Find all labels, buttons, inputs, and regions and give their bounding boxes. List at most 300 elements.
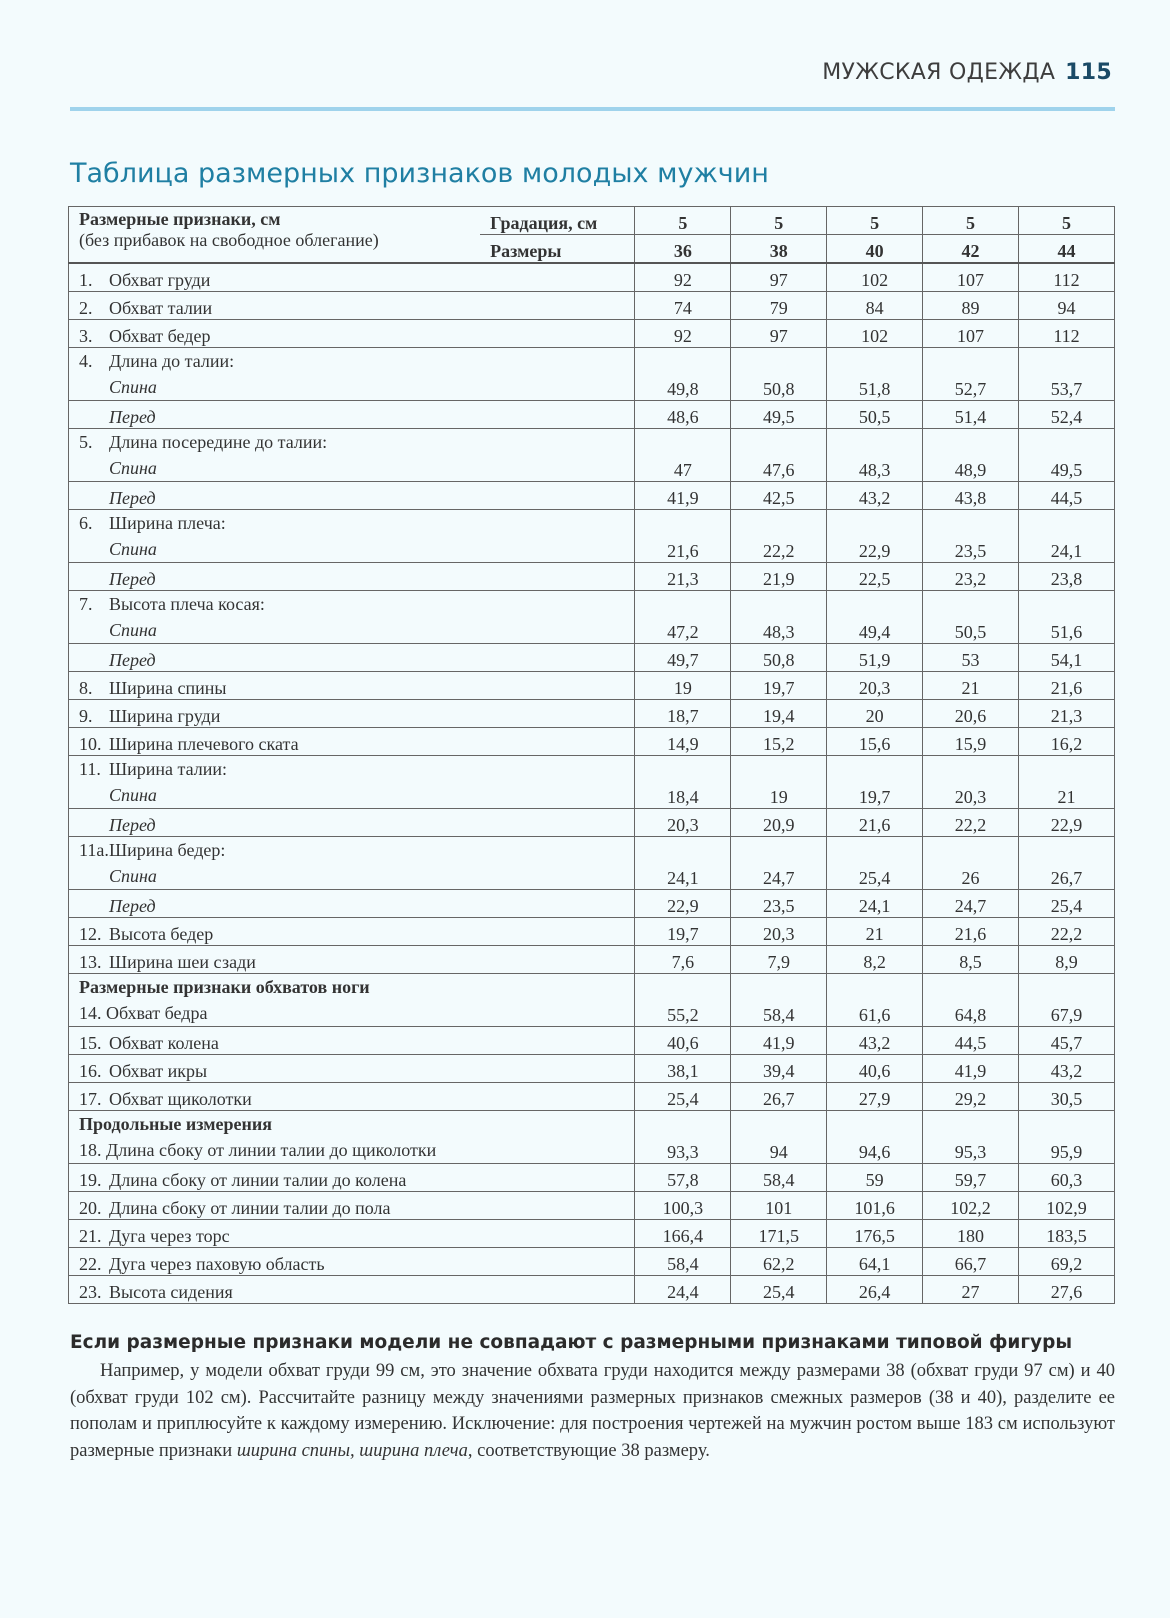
table-row bbox=[69, 890, 1115, 918]
row-label-text: Высота сидения bbox=[109, 1282, 233, 1302]
row-index: 11. bbox=[79, 759, 101, 779]
value-cell: 69,2 bbox=[1019, 1248, 1115, 1276]
value-cell: 59,7 bbox=[923, 1164, 1019, 1192]
row-label-line bbox=[79, 756, 624, 782]
value-cell: 183,5 bbox=[1019, 1220, 1115, 1248]
gradation-value: 5 bbox=[1019, 207, 1115, 235]
value-cell: 64,8 bbox=[923, 974, 1019, 1027]
row-label bbox=[69, 1164, 635, 1192]
row-label bbox=[69, 1111, 635, 1164]
table-row bbox=[69, 700, 1115, 728]
row-index: 8. bbox=[79, 678, 93, 698]
header-row-gradation bbox=[69, 207, 1115, 235]
value-cell: 47,6 bbox=[731, 429, 827, 482]
row-label-text: Обхват щиколотки bbox=[109, 1089, 252, 1109]
value-cell: 51,9 bbox=[827, 644, 923, 672]
table-row bbox=[69, 292, 1115, 320]
size-value: 44 bbox=[1019, 235, 1115, 264]
value-cell: 176,5 bbox=[827, 1220, 923, 1248]
value-cell: 15,6 bbox=[827, 728, 923, 756]
value-cell: 66,7 bbox=[923, 1248, 1019, 1276]
value-cell: 20,3 bbox=[635, 809, 731, 837]
row-label-text: Длина до талии: bbox=[109, 351, 235, 371]
row-label bbox=[69, 1192, 635, 1220]
value-cell: 26,7 bbox=[731, 1083, 827, 1111]
row-label-line bbox=[79, 1000, 624, 1026]
value-cell: 18,7 bbox=[635, 700, 731, 728]
table-row bbox=[69, 728, 1115, 756]
table-row bbox=[69, 263, 1115, 292]
table-row bbox=[69, 510, 1115, 563]
value-cell: 58,4 bbox=[731, 1164, 827, 1192]
row-label-text: Обхват бедра bbox=[106, 1003, 208, 1023]
value-cell: 24,1 bbox=[635, 837, 731, 890]
page-number: 115 bbox=[1065, 60, 1112, 85]
row-label-text: Обхват бедер bbox=[109, 326, 211, 346]
value-cell: 22,9 bbox=[635, 890, 731, 918]
row-index: 6. bbox=[79, 513, 93, 533]
value-cell: 58,4 bbox=[731, 974, 827, 1027]
table-row bbox=[69, 320, 1115, 348]
row-index: 11a. bbox=[79, 840, 109, 860]
value-cell: 102,9 bbox=[1019, 1192, 1115, 1220]
value-cell: 55,2 bbox=[635, 974, 731, 1027]
table-row bbox=[69, 1055, 1115, 1083]
value-cell: 43,8 bbox=[923, 482, 1019, 510]
value-cell: 84 bbox=[827, 292, 923, 320]
value-cell: 74 bbox=[635, 292, 731, 320]
value-cell: 51,6 bbox=[1019, 591, 1115, 644]
row-index: 15. bbox=[79, 1033, 102, 1053]
value-cell: 48,3 bbox=[827, 429, 923, 482]
row-index: 4. bbox=[79, 351, 93, 371]
value-cell: 100,3 bbox=[635, 1192, 731, 1220]
table-row bbox=[69, 348, 1115, 401]
value-cell: 21,6 bbox=[923, 918, 1019, 946]
value-cell: 53,7 bbox=[1019, 348, 1115, 401]
value-cell: 8,5 bbox=[923, 946, 1019, 974]
value-cell: 24,4 bbox=[635, 1276, 731, 1304]
value-cell: 20,3 bbox=[731, 918, 827, 946]
value-cell: 25,4 bbox=[635, 1083, 731, 1111]
value-cell: 50,8 bbox=[731, 644, 827, 672]
value-cell: 52,4 bbox=[1019, 401, 1115, 429]
row-index: 9. bbox=[79, 706, 93, 726]
running-head bbox=[822, 60, 1112, 85]
size-value: 40 bbox=[827, 235, 923, 264]
value-cell: 21 bbox=[1019, 756, 1115, 809]
value-cell: 43,2 bbox=[827, 1027, 923, 1055]
row-index: 3. bbox=[79, 326, 93, 346]
value-cell: 51,8 bbox=[827, 348, 923, 401]
row-label-text: Длина посередине до талии: bbox=[109, 432, 328, 452]
row-label bbox=[69, 946, 635, 974]
row-label-text: Высота плеча косая: bbox=[109, 594, 265, 614]
row-sublabel: Спина bbox=[109, 377, 157, 397]
value-cell: 49,5 bbox=[731, 401, 827, 429]
value-cell: 48,9 bbox=[923, 429, 1019, 482]
row-label bbox=[69, 563, 635, 591]
table-row bbox=[69, 1027, 1115, 1055]
value-cell: 50,5 bbox=[827, 401, 923, 429]
row-label bbox=[69, 1055, 635, 1083]
row-label bbox=[69, 510, 635, 563]
row-label-text: Ширина шеи сзади bbox=[109, 952, 256, 972]
row-label bbox=[69, 672, 635, 700]
value-cell: 53 bbox=[923, 644, 1019, 672]
value-cell: 166,4 bbox=[635, 1220, 731, 1248]
row-label bbox=[69, 591, 635, 644]
row-label-text: Ширина плеча: bbox=[109, 513, 226, 533]
value-cell: 22,9 bbox=[827, 510, 923, 563]
row-sublabel: Перед bbox=[109, 569, 156, 589]
row-label-line bbox=[79, 1137, 624, 1163]
note-text-part2: , соответствующие 38 размеру. bbox=[467, 1440, 710, 1461]
value-cell: 49,7 bbox=[635, 644, 731, 672]
table-row bbox=[69, 1164, 1115, 1192]
table-row bbox=[69, 1276, 1115, 1304]
size-table bbox=[68, 206, 1115, 1304]
group-title: Размерные признаки обхватов ноги bbox=[79, 977, 370, 997]
value-cell: 97 bbox=[731, 320, 827, 348]
value-cell: 92 bbox=[635, 320, 731, 348]
value-cell: 59 bbox=[827, 1164, 923, 1192]
value-cell: 22,5 bbox=[827, 563, 923, 591]
value-cell: 7,6 bbox=[635, 946, 731, 974]
value-cell: 92 bbox=[635, 263, 731, 292]
row-index: 21. bbox=[79, 1226, 102, 1246]
value-cell: 25,4 bbox=[827, 837, 923, 890]
value-cell: 101 bbox=[731, 1192, 827, 1220]
row-label-text: Ширина спины bbox=[109, 678, 227, 698]
value-cell: 20,9 bbox=[731, 809, 827, 837]
size-value: 42 bbox=[923, 235, 1019, 264]
page-title: Таблица размерных признаков молодых мужчин bbox=[70, 158, 769, 190]
value-cell: 42,5 bbox=[731, 482, 827, 510]
value-cell: 57,8 bbox=[635, 1164, 731, 1192]
gradation-value: 5 bbox=[635, 207, 731, 235]
value-cell: 97 bbox=[731, 263, 827, 292]
value-cell: 29,2 bbox=[923, 1083, 1019, 1111]
row-label-text: Ширина бедер: bbox=[109, 840, 226, 860]
table-row bbox=[69, 809, 1115, 837]
value-cell: 21,6 bbox=[827, 809, 923, 837]
gradation-value: 5 bbox=[731, 207, 827, 235]
value-cell: 43,2 bbox=[1019, 1055, 1115, 1083]
note-text bbox=[70, 1358, 1115, 1464]
value-cell: 24,7 bbox=[923, 890, 1019, 918]
value-cell: 22,2 bbox=[1019, 918, 1115, 946]
row-label-text: Обхват груди bbox=[109, 270, 211, 290]
table-row bbox=[69, 644, 1115, 672]
row-label-line bbox=[79, 837, 624, 863]
value-cell: 7,9 bbox=[731, 946, 827, 974]
value-cell: 22,9 bbox=[1019, 809, 1115, 837]
table-row bbox=[69, 482, 1115, 510]
value-cell: 102 bbox=[827, 263, 923, 292]
row-label-text: Обхват колена bbox=[109, 1033, 219, 1053]
row-index: 1. bbox=[79, 270, 93, 290]
value-cell: 19,7 bbox=[635, 918, 731, 946]
row-label bbox=[69, 482, 635, 510]
value-cell: 62,2 bbox=[731, 1248, 827, 1276]
value-cell: 47,2 bbox=[635, 591, 731, 644]
value-cell: 20,3 bbox=[827, 672, 923, 700]
row-label bbox=[69, 974, 635, 1027]
value-cell: 15,2 bbox=[731, 728, 827, 756]
value-cell: 21,3 bbox=[635, 563, 731, 591]
value-cell: 94 bbox=[1019, 292, 1115, 320]
value-cell: 101,6 bbox=[827, 1192, 923, 1220]
value-cell: 30,5 bbox=[1019, 1083, 1115, 1111]
row-label-text: Длина сбоку от линии талии до пола bbox=[109, 1198, 391, 1218]
row-sublabel: Перед bbox=[109, 488, 156, 508]
value-cell: 44,5 bbox=[1019, 482, 1115, 510]
section-title: МУЖСКАЯ ОДЕЖДА bbox=[822, 60, 1056, 85]
value-cell: 112 bbox=[1019, 320, 1115, 348]
row-label bbox=[69, 401, 635, 429]
value-cell: 21,6 bbox=[635, 510, 731, 563]
table-row bbox=[69, 1111, 1115, 1164]
sizes-label: Размеры bbox=[480, 235, 635, 264]
value-cell: 49,4 bbox=[827, 591, 923, 644]
value-cell: 8,9 bbox=[1019, 946, 1115, 974]
value-cell: 16,2 bbox=[1019, 728, 1115, 756]
row-label-text: Ширина талии: bbox=[109, 759, 228, 779]
value-cell: 180 bbox=[923, 1220, 1019, 1248]
header-rule bbox=[70, 107, 1115, 111]
row-label bbox=[69, 644, 635, 672]
value-cell: 20,6 bbox=[923, 700, 1019, 728]
value-cell: 52,7 bbox=[923, 348, 1019, 401]
row-index: 16. bbox=[79, 1061, 102, 1081]
value-cell: 21 bbox=[923, 672, 1019, 700]
value-cell: 26,7 bbox=[1019, 837, 1115, 890]
value-cell: 25,4 bbox=[1019, 890, 1115, 918]
row-sublabel: Спина bbox=[109, 785, 157, 805]
value-cell: 45,7 bbox=[1019, 1027, 1115, 1055]
value-cell: 21,9 bbox=[731, 563, 827, 591]
value-cell: 23,5 bbox=[923, 510, 1019, 563]
row-label-text: Ширина груди bbox=[109, 706, 221, 726]
row-sublabel: Перед bbox=[109, 896, 156, 916]
row-label-text: Обхват икры bbox=[109, 1061, 208, 1081]
value-cell: 102 bbox=[827, 320, 923, 348]
row-label bbox=[69, 918, 635, 946]
row-sublabel: Перед bbox=[109, 815, 156, 835]
table-row bbox=[69, 672, 1115, 700]
row-index: 19. bbox=[79, 1170, 102, 1190]
value-cell: 22,2 bbox=[731, 510, 827, 563]
value-cell: 44,5 bbox=[923, 1027, 1019, 1055]
value-cell: 89 bbox=[923, 292, 1019, 320]
value-cell: 20,3 bbox=[923, 756, 1019, 809]
value-cell: 19,4 bbox=[731, 700, 827, 728]
table-row bbox=[69, 1192, 1115, 1220]
value-cell: 107 bbox=[923, 263, 1019, 292]
table-row bbox=[69, 429, 1115, 482]
row-label-text: Обхват талии bbox=[109, 298, 213, 318]
row-index: 22. bbox=[79, 1254, 102, 1274]
value-cell: 21,3 bbox=[1019, 700, 1115, 728]
row-sublabel: Перед bbox=[109, 650, 156, 670]
value-cell: 20 bbox=[827, 700, 923, 728]
value-cell: 95,9 bbox=[1019, 1111, 1115, 1164]
row-index: 12. bbox=[79, 924, 102, 944]
table-row bbox=[69, 563, 1115, 591]
value-cell: 27,6 bbox=[1019, 1276, 1115, 1304]
row-label bbox=[69, 1083, 635, 1111]
value-cell: 58,4 bbox=[635, 1248, 731, 1276]
value-cell: 15,9 bbox=[923, 728, 1019, 756]
table-row bbox=[69, 1083, 1115, 1111]
gradation-value: 5 bbox=[923, 207, 1019, 235]
header-label-sub: (без прибавок на свободное облегание) bbox=[79, 230, 379, 250]
table-row bbox=[69, 1220, 1115, 1248]
value-cell: 40,6 bbox=[635, 1027, 731, 1055]
row-index: 23. bbox=[79, 1282, 102, 1302]
row-sublabel: Спина bbox=[109, 539, 157, 559]
value-cell: 39,4 bbox=[731, 1055, 827, 1083]
row-label bbox=[69, 700, 635, 728]
value-cell: 8,2 bbox=[827, 946, 923, 974]
row-index: 18. bbox=[79, 1140, 102, 1160]
value-cell: 41,9 bbox=[923, 1055, 1019, 1083]
table-row bbox=[69, 918, 1115, 946]
row-label bbox=[69, 1276, 635, 1304]
row-label bbox=[69, 263, 635, 292]
row-label bbox=[69, 809, 635, 837]
header-label-cell bbox=[69, 207, 481, 264]
value-cell: 54,1 bbox=[1019, 644, 1115, 672]
value-cell: 41,9 bbox=[731, 1027, 827, 1055]
value-cell: 21 bbox=[827, 918, 923, 946]
row-label-line bbox=[79, 429, 624, 455]
row-index: 20. bbox=[79, 1198, 102, 1218]
value-cell: 50,8 bbox=[731, 348, 827, 401]
row-index: 13. bbox=[79, 952, 102, 972]
value-cell: 19 bbox=[635, 672, 731, 700]
value-cell: 19,7 bbox=[827, 756, 923, 809]
row-sublabel: Спина bbox=[109, 620, 157, 640]
row-label bbox=[69, 837, 635, 890]
value-cell: 26,4 bbox=[827, 1276, 923, 1304]
value-cell: 64,1 bbox=[827, 1248, 923, 1276]
row-label-text: Высота бедер bbox=[109, 924, 214, 944]
value-cell: 48,6 bbox=[635, 401, 731, 429]
table-row bbox=[69, 756, 1115, 809]
row-index: 14. bbox=[79, 1003, 102, 1023]
value-cell: 19 bbox=[731, 756, 827, 809]
value-cell: 27,9 bbox=[827, 1083, 923, 1111]
gradation-label: Градация, см bbox=[480, 207, 635, 235]
row-label-text: Длина сбоку от линии талии до колена bbox=[109, 1170, 407, 1190]
row-sublabel: Спина bbox=[109, 458, 157, 478]
row-label-line bbox=[79, 591, 624, 617]
size-value: 36 bbox=[635, 235, 731, 264]
table-row bbox=[69, 974, 1115, 1027]
value-cell: 60,3 bbox=[1019, 1164, 1115, 1192]
value-cell: 14,9 bbox=[635, 728, 731, 756]
row-label-line bbox=[79, 510, 624, 536]
value-cell: 23,8 bbox=[1019, 563, 1115, 591]
value-cell: 48,3 bbox=[731, 591, 827, 644]
value-cell: 79 bbox=[731, 292, 827, 320]
row-label-text: Дуга через торс bbox=[109, 1226, 230, 1246]
value-cell: 41,9 bbox=[635, 482, 731, 510]
table-row bbox=[69, 837, 1115, 890]
value-cell: 18,4 bbox=[635, 756, 731, 809]
row-label-text: Дуга через паховую область bbox=[109, 1254, 325, 1274]
value-cell: 50,5 bbox=[923, 591, 1019, 644]
table-row bbox=[69, 946, 1115, 974]
value-cell: 51,4 bbox=[923, 401, 1019, 429]
value-cell: 112 bbox=[1019, 263, 1115, 292]
value-cell: 107 bbox=[923, 320, 1019, 348]
value-cell: 24,1 bbox=[1019, 510, 1115, 563]
group-title: Продольные измерения bbox=[79, 1114, 272, 1134]
row-index: 5. bbox=[79, 432, 93, 452]
value-cell: 23,2 bbox=[923, 563, 1019, 591]
row-label bbox=[69, 1248, 635, 1276]
row-index: 7. bbox=[79, 594, 93, 614]
row-index: 10. bbox=[79, 734, 102, 754]
value-cell: 94 bbox=[731, 1111, 827, 1164]
value-cell: 19,7 bbox=[731, 672, 827, 700]
row-label bbox=[69, 320, 635, 348]
gradation-value: 5 bbox=[827, 207, 923, 235]
note-heading: Если размерные признаки модели не совпадают с размерными признаками типовой фигуры bbox=[70, 1332, 1073, 1353]
header-label-main: Размерные признаки, см bbox=[79, 209, 281, 229]
row-sublabel: Спина bbox=[109, 866, 157, 886]
row-label bbox=[69, 756, 635, 809]
value-cell: 24,1 bbox=[827, 890, 923, 918]
value-cell: 21,6 bbox=[1019, 672, 1115, 700]
value-cell: 49,8 bbox=[635, 348, 731, 401]
row-label-line bbox=[79, 348, 624, 374]
row-label bbox=[69, 890, 635, 918]
note-text-part1: Например, у модели обхват груди 99 см, это значение обхвата груди находится между размерами 38 (обхват груди 97 см) и 40 (обхват груди 102 см). Рассчитайте разницу между значениями размерных признаков смежных размеров (38 и 40), разделите ее пополам и приплюсуйте к каждому измерению. Исключение: для построения чертежей на мужчин ростом выше 183 см используют размерные признаки bbox=[70, 1361, 1115, 1461]
row-label-text: Длина сбоку от линии талии до щиколотки bbox=[106, 1140, 437, 1160]
table-row bbox=[69, 401, 1115, 429]
row-index: 17. bbox=[79, 1089, 102, 1109]
size-value: 38 bbox=[731, 235, 827, 264]
row-label bbox=[69, 1220, 635, 1248]
table-row bbox=[69, 1248, 1115, 1276]
table-row bbox=[69, 591, 1115, 644]
note-text-italic: ширина спины, ширина плеча bbox=[236, 1440, 468, 1461]
row-label bbox=[69, 292, 635, 320]
row-sublabel: Перед bbox=[109, 407, 156, 427]
value-cell: 38,1 bbox=[635, 1055, 731, 1083]
value-cell: 95,3 bbox=[923, 1111, 1019, 1164]
row-label bbox=[69, 429, 635, 482]
value-cell: 26 bbox=[923, 837, 1019, 890]
row-label-text: Ширина плечевого ската bbox=[109, 734, 299, 754]
value-cell: 23,5 bbox=[731, 890, 827, 918]
value-cell: 40,6 bbox=[827, 1055, 923, 1083]
value-cell: 22,2 bbox=[923, 809, 1019, 837]
value-cell: 47 bbox=[635, 429, 731, 482]
value-cell: 171,5 bbox=[731, 1220, 827, 1248]
value-cell: 102,2 bbox=[923, 1192, 1019, 1220]
value-cell: 61,6 bbox=[827, 974, 923, 1027]
row-label bbox=[69, 348, 635, 401]
value-cell: 24,7 bbox=[731, 837, 827, 890]
row-label bbox=[69, 1027, 635, 1055]
value-cell: 25,4 bbox=[731, 1276, 827, 1304]
value-cell: 93,3 bbox=[635, 1111, 731, 1164]
